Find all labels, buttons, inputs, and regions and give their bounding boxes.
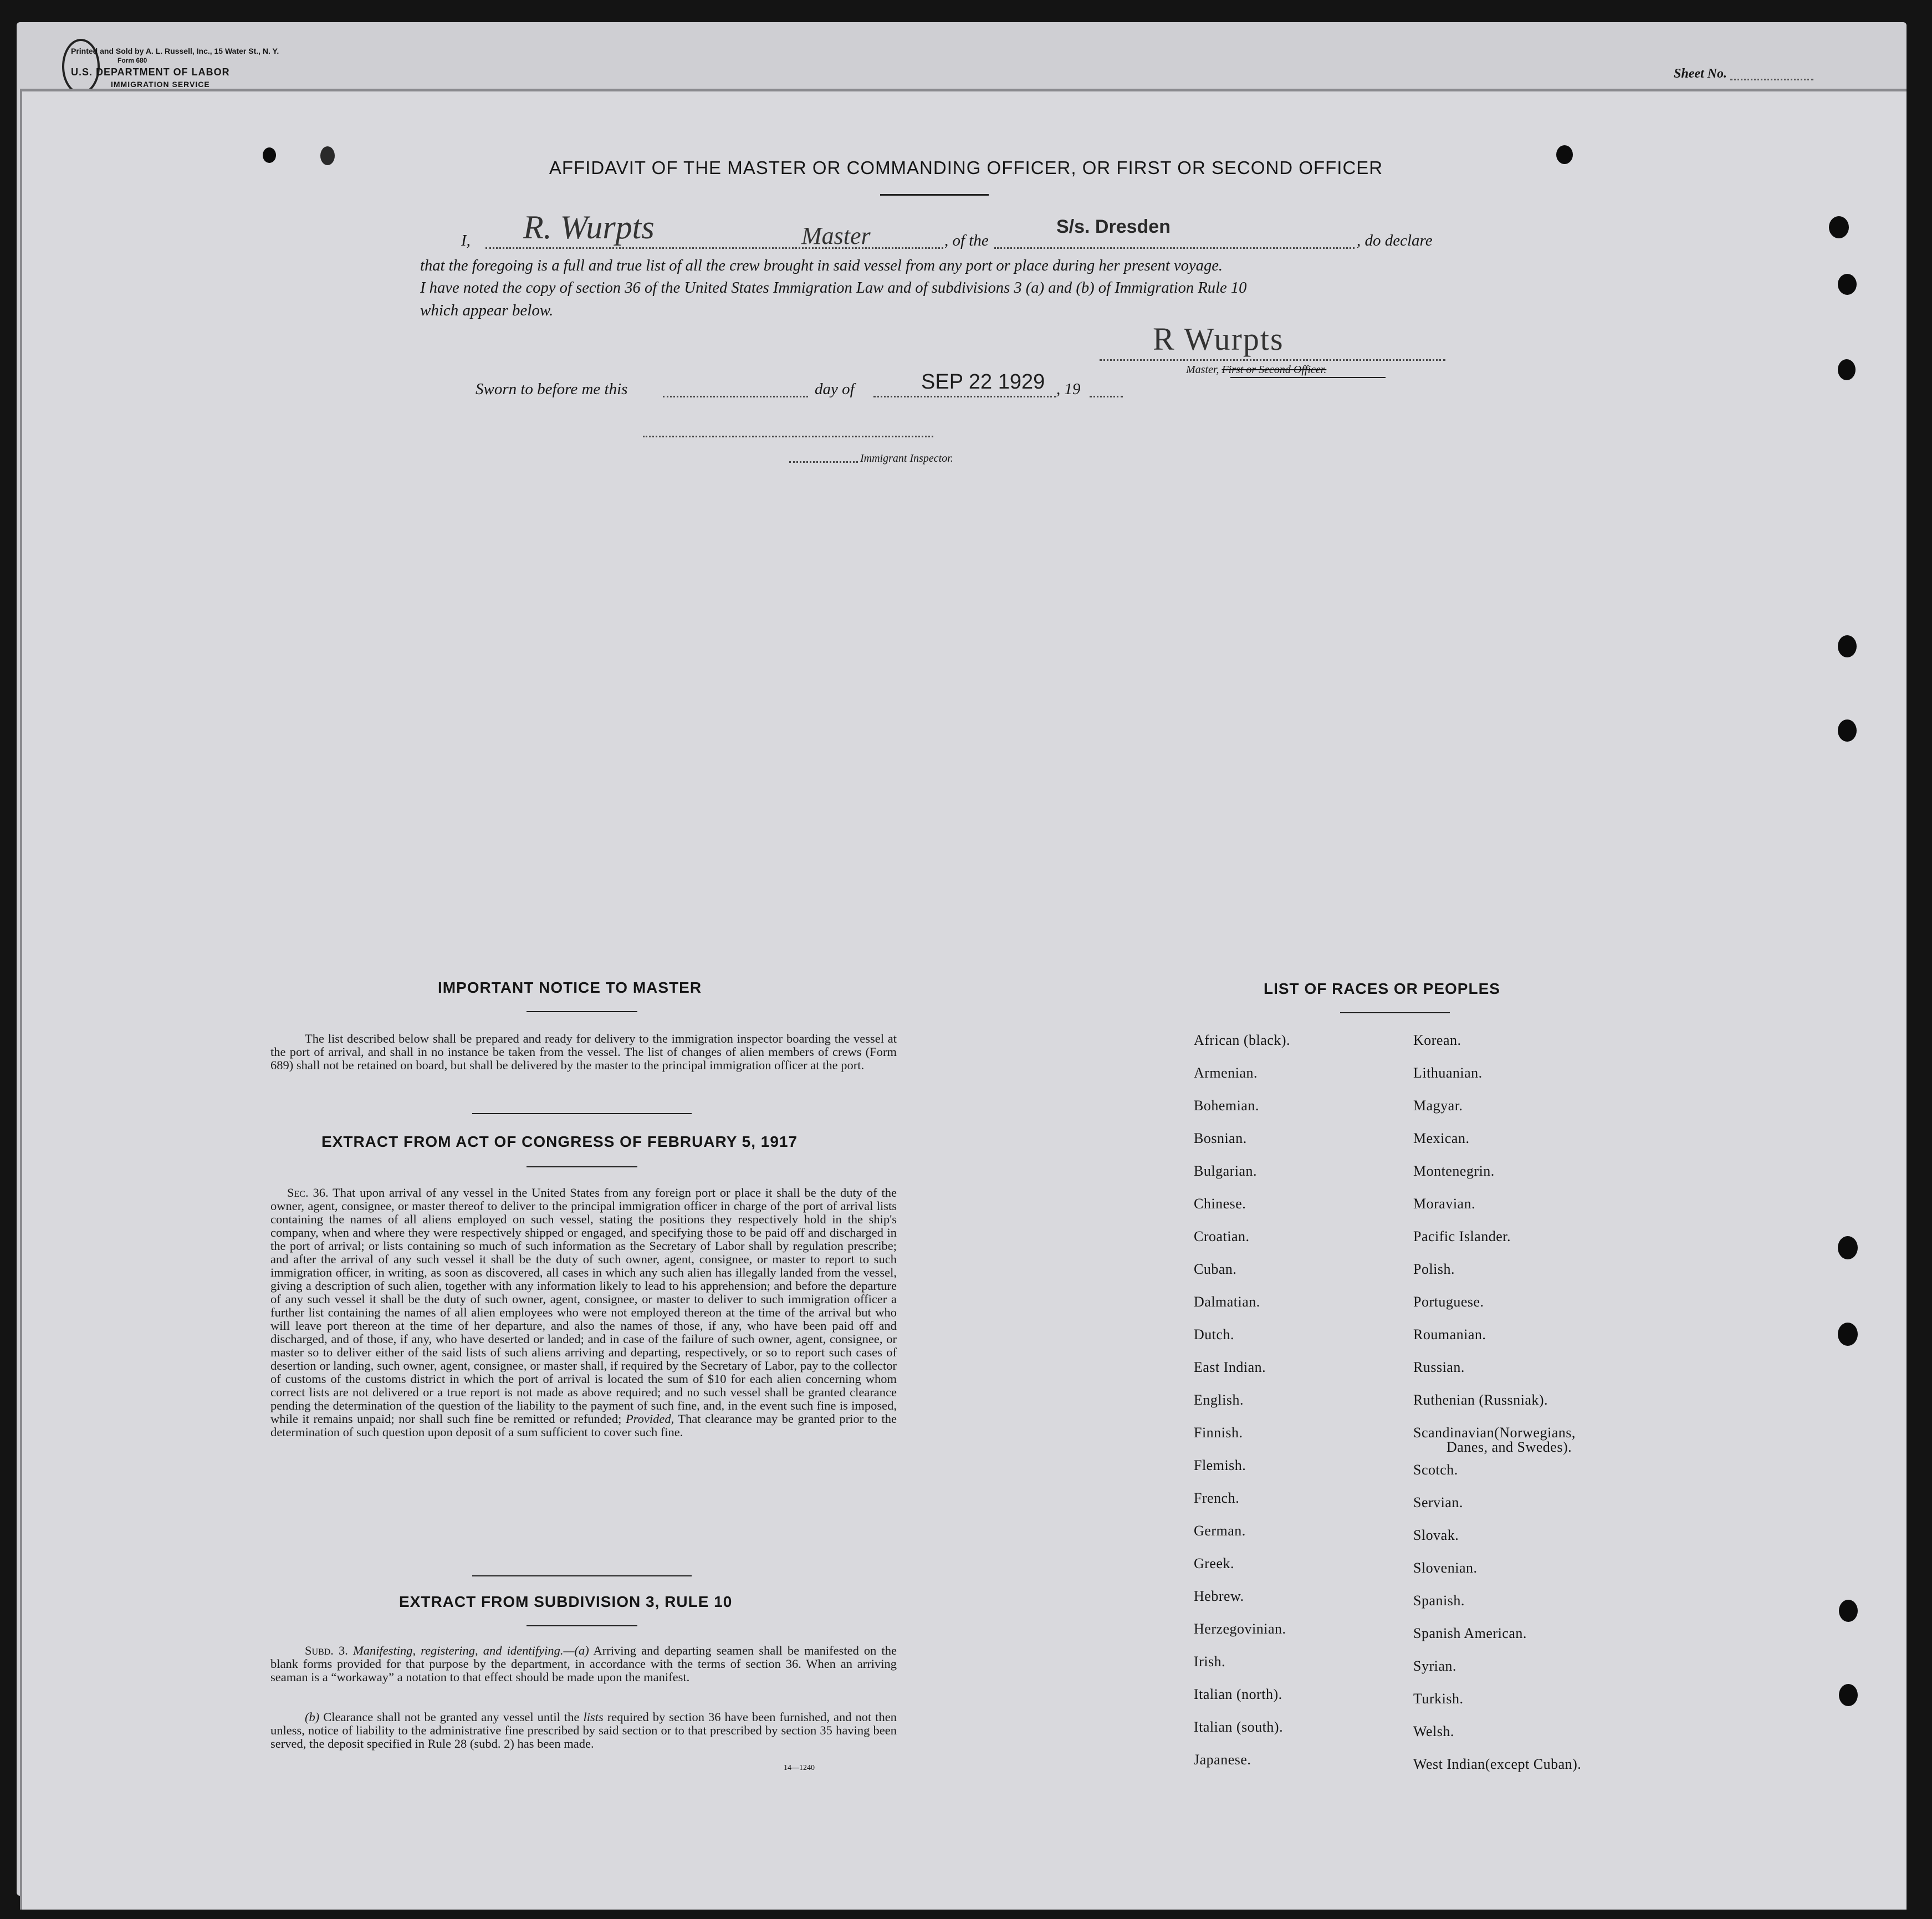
race-item: Finnish. (1194, 1425, 1243, 1441)
race-item: Turkish. (1413, 1691, 1464, 1707)
race-item: East Indian. (1194, 1359, 1266, 1375)
race-item-continuation: Danes, and Swedes). (1447, 1439, 1572, 1455)
race-item: Armenian. (1194, 1065, 1258, 1081)
declaration-i: I, (461, 232, 471, 249)
races-heading: LIST OF RACES OR PEOPLES (1264, 980, 1500, 997)
race-item: Servian. (1413, 1494, 1463, 1510)
signature-caption (1186, 364, 1326, 376)
race-item: Greek. (1194, 1555, 1235, 1571)
day-of-label: day of (815, 380, 855, 398)
department-name: U.S. DEPARTMENT OF LABOR (71, 67, 230, 78)
subdivision-label: Subd. 3. (305, 1644, 348, 1657)
race-item: Japanese. (1194, 1752, 1251, 1768)
rule10-subd-a (270, 1644, 897, 1684)
name-field (485, 247, 943, 249)
punch-hole-icon (1839, 1600, 1858, 1622)
printer-credit: Printed and Sold by A. L. Russell, Inc., 15 Water St., N. Y. (71, 47, 279, 55)
race-item: Russian. (1413, 1359, 1465, 1375)
inspector-label: Immigrant Inspector. (860, 452, 953, 465)
notice-act-divider (472, 1113, 692, 1114)
subdivision-b-text-2: required by section 36 have been furnished, and not then unless, notice of liability to the administrative fine prescribed by said section or to that prescribed by section 35 having been served, the deposit specified in Rule 28 (subd. 2) has been made. (270, 1710, 897, 1750)
year-field (1090, 396, 1123, 397)
year-label: , 19 (1056, 380, 1081, 398)
race-item: English. (1194, 1392, 1244, 1408)
race-item: Hebrew. (1194, 1588, 1244, 1604)
race-item: Slovenian. (1413, 1560, 1478, 1576)
act-section-36 (270, 1186, 897, 1439)
date-stamp: SEP 22 1929 (921, 370, 1045, 394)
subdivision-title: Manifesting, registering, and identifying.—(a) (352, 1644, 589, 1657)
rule10-divider (527, 1625, 637, 1626)
notice-heading: IMPORTANT NOTICE TO MASTER (438, 979, 702, 996)
act-heading: EXTRACT FROM ACT OF CONGRESS OF FEBRUARY 5, 1917 (321, 1133, 798, 1150)
punch-hole-icon (1838, 359, 1856, 380)
signature-line (1100, 359, 1445, 361)
rule10-subd-b (270, 1711, 897, 1750)
race-item: Bohemian. (1194, 1098, 1259, 1114)
document-page (20, 89, 1907, 1910)
section-text: That upon arrival of any vessel in the United States from any foreign port or place it shall be the duty of the owner, agent, consignee, or master thereof to deliver to the principal immigration officer in charge of the port of arrival lists containing the names of all aliens employed on such vessel, stating the positions they respectively hold in the ship's company, when and where they were respectively shipped or engaged, and specifying those to be paid off and discharged in the port of arrival; or lists containing so much of such information as the Secretary of Labor shall by regulation prescribe; and after the arrival of any such vessel it shall be the duty of such owner, agent, consignee, or master to report to such immigration officer, in writing, as soon as discovered, all cases in which any such alien has illegally landed from the vessel, giving a description of such alien, together with any information likely to lead to his apprehension; and before the departure of any such vessel it shall be the duty of such owner, agent, consignee, or master to deliver to such immigration officer a further list containing the names of all alien employees who were not employed thereon at the time of the arrival but who will leave port thereon at the time of her departure, and also the names of those, if any, who have been paid off and discharged, and of those, if any, who have deserted or landed; and in case of the failure of such owner, agent, consignee, or master so to deliver either of the said lists of such aliens arriving and departing, respectively, or so to report such cases of desertion or landing, such owner, agent, consignee, or master shall, if required by the Secretary of Labor, pay to the collector of customs of the customs district in which the port of arrival is located the sum of $10 for each alien concerning whom correct lists are not delivered or a true report is not made as above required; and no such vessel shall be granted clearance pending the determination of the question of the liability to the payment of such fine, and, in the event such fine is imposed, while it remains unpaid; nor shall such fine be remitted or refunded; (270, 1186, 897, 1426)
punch-hole-icon (1829, 216, 1849, 238)
race-item: Cuban. (1194, 1261, 1237, 1277)
race-item: Flemish. (1194, 1457, 1246, 1473)
race-item: Dalmatian. (1194, 1294, 1260, 1310)
races-divider (1340, 1012, 1450, 1013)
lists-word: lists (583, 1710, 604, 1724)
vessel-field (994, 247, 1355, 249)
punch-hole-icon (1838, 635, 1857, 657)
punch-hole-icon (1838, 719, 1857, 742)
race-item: Italian (south). (1194, 1719, 1284, 1735)
service-name: IMMIGRATION SERVICE (111, 80, 210, 89)
inspector-prefix-field (789, 461, 858, 463)
race-item: African (black). (1194, 1032, 1291, 1048)
do-declare-label: , do declare (1357, 232, 1433, 249)
declaration-line-3: which appear below. (420, 302, 554, 319)
struck-officer-label: First or Second Officer. (1221, 364, 1327, 376)
sworn-label: Sworn to before me this (476, 380, 628, 398)
act-divider (527, 1166, 637, 1167)
act-rule10-divider (472, 1575, 692, 1576)
sworn-month-field (873, 396, 1056, 397)
race-item: Scotch. (1413, 1462, 1458, 1478)
of-the-label: , of the (944, 232, 989, 249)
race-item: Dutch. (1194, 1326, 1235, 1343)
handwritten-rank: Master (801, 222, 871, 249)
race-item: Spanish. (1413, 1593, 1465, 1609)
race-item: Syrian. (1413, 1658, 1456, 1674)
race-item: Ruthenian (Russniak). (1413, 1392, 1548, 1408)
subdivision-b-label: (b) (305, 1710, 320, 1724)
race-item: Polish. (1413, 1261, 1455, 1277)
punch-hole-icon (1839, 1684, 1858, 1706)
form-number: Form 680 (117, 57, 147, 64)
race-item: Bosnian. (1194, 1130, 1247, 1146)
race-item: Slovak. (1413, 1527, 1459, 1543)
section-label: Sec. 36. (287, 1186, 329, 1200)
race-item: Irish. (1194, 1653, 1226, 1670)
subdivision-a-text: Arriving and departing seamen shall be manifested on the blank forms provided for that purpose by the department, in accordance with the terms of section 36. When an arriving seaman is a “workaway” a notation to that effect should be made upon the manifest. (270, 1644, 897, 1684)
declaration-line-2: I have noted the copy of section 36 of the United States Immigration Law and of subdivisions 3 (a) and (b) of Immigration Rule 10 (420, 279, 1247, 297)
form-print-number: 14—1240 (784, 1764, 815, 1772)
race-item: Bulgarian. (1194, 1163, 1258, 1179)
inspector-signature-field (643, 436, 933, 437)
race-item: German. (1194, 1523, 1246, 1539)
sworn-day-field (663, 396, 808, 397)
punch-hole-icon (1838, 274, 1857, 295)
notice-text: The list described below shall be prepared and ready for delivery to the immigration inspector boarding the vessel at the port of arrival, and shall in no instance be taken from the vessel. The list of changes of alien members of crews (Form 689) shall not be retained on board, but shall be delivered by the master to the principal immigration officer at the port. (270, 1032, 897, 1072)
race-item: Portuguese. (1413, 1294, 1484, 1310)
handwritten-name: R. Wurpts (523, 209, 655, 246)
notice-divider (527, 1011, 637, 1012)
race-item: Lithuanian. (1413, 1065, 1483, 1081)
race-item: Korean. (1413, 1032, 1461, 1048)
race-item: Montenegrin. (1413, 1163, 1495, 1179)
race-item: Pacific Islander. (1413, 1228, 1511, 1244)
race-item: West Indian(except Cuban). (1413, 1756, 1582, 1772)
race-item: Mexican. (1413, 1130, 1470, 1146)
race-item: Chinese. (1194, 1196, 1246, 1212)
race-item: Herzegovinian. (1194, 1621, 1286, 1637)
race-item: Croatian. (1194, 1228, 1250, 1244)
vessel-name-stamp: S/s. Dresden (1056, 216, 1171, 237)
race-item: Scandinavian(Norwegians, (1413, 1425, 1576, 1441)
race-item: Magyar. (1413, 1098, 1463, 1114)
race-item: French. (1194, 1490, 1240, 1506)
master-label: Master, (1186, 364, 1219, 376)
master-signature: R Wurpts (1153, 321, 1284, 357)
rule10-heading: EXTRACT FROM SUBDIVISION 3, RULE 10 (399, 1593, 733, 1610)
signature-underline (1230, 377, 1386, 378)
race-item: Welsh. (1413, 1723, 1454, 1739)
affidavit-title: AFFIDAVIT OF THE MASTER OR COMMANDING OFFICER, OR FIRST OR SECOND OFFICER (549, 157, 1383, 178)
race-item: Roumanian. (1413, 1326, 1486, 1343)
provided-label: Provided, (625, 1412, 674, 1426)
title-divider (880, 194, 989, 196)
race-item: Moravian. (1413, 1196, 1476, 1212)
section-text-end: That clearance may be granted prior to the determination of such question upon deposit of a sum sufficient to cover such fine. (270, 1412, 897, 1439)
punch-hole-icon (1838, 1323, 1858, 1346)
race-item: Italian (north). (1194, 1686, 1282, 1702)
sheet-no-field (1730, 79, 1813, 80)
declaration-line-1: that the foregoing is a full and true list of all the crew brought in said vessel from any port or place during her present voyage. (420, 257, 1223, 274)
sheet-no-label: Sheet No. (1674, 67, 1727, 81)
subdivision-b-text-1: Clearance shall not be granted any vessel until the (323, 1710, 580, 1724)
race-item: Spanish American. (1413, 1625, 1527, 1641)
punch-hole-icon (1838, 1236, 1858, 1259)
